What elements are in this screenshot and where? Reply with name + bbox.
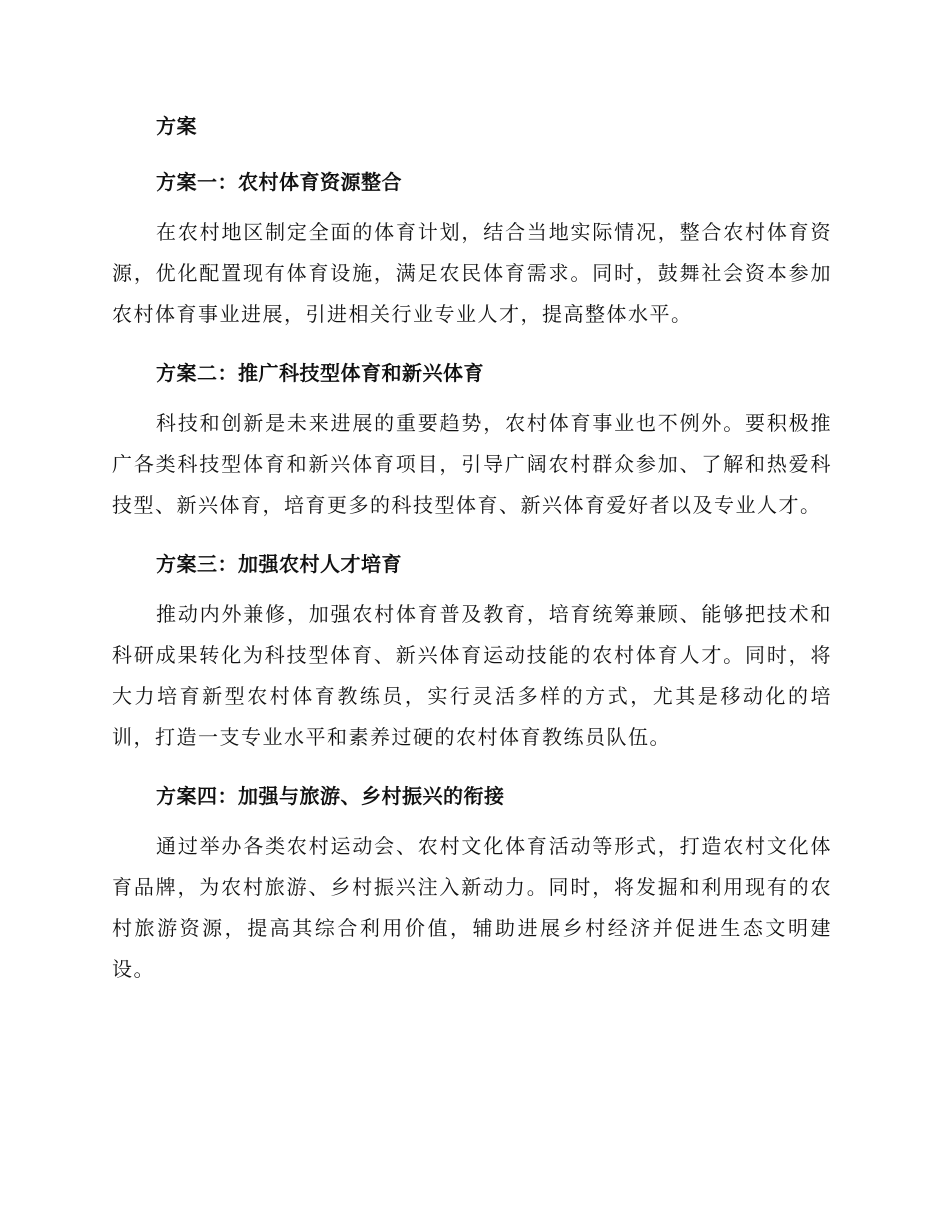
section-1 xyxy=(112,164,832,335)
section-4 xyxy=(112,778,832,990)
section-2 xyxy=(112,355,832,526)
section-title: 方案一：农村体育资源整合 xyxy=(156,170,402,194)
section-title: 方案三：加强农村人才培育 xyxy=(156,552,402,576)
section-title: 方案四：加强与旅游、乡村振兴的衔接 xyxy=(156,784,505,808)
page-title: 方案 xyxy=(156,114,197,138)
section-paragraph: 通过举办各类农村运动会、农村文化体育活动等形式，打造农村文化体育品牌，为农村旅游、乡村振兴注入新动力。同时，将发掘和利用现有的农村旅游资源，提高其综合利用价值，辅助进展乡村经济并促进生态文明建设。 xyxy=(112,834,832,981)
section-paragraph: 推动内外兼修，加强农村体育普及教育，培育统筹兼顾、能够把技术和科研成果转化为科技型体育、新兴体育运动技能的农村体育人才。同时，将大力培育新型农村体育教练员，实行灵活多样的方式，尤其是移动化的培训，打造一支专业水平和素养过硬的农村体育教练员队伍。 xyxy=(112,602,832,749)
section-title: 方案二：推广科技型体育和新兴体育 xyxy=(156,361,484,385)
section-paragraph: 科技和创新是未来进展的重要趋势，农村体育事业也不例外。要积极推广各类科技型体育和新兴体育项目，引导广阔农村群众参加、了解和热爱科技型、新兴体育，培育更多的科技型体育、新兴体育爱好者以及专业人才。 xyxy=(112,411,832,517)
document-page xyxy=(112,108,832,990)
section-3 xyxy=(112,546,832,758)
section-paragraph: 在农村地区制定全面的体育计划，结合当地实际情况，整合农村体育资源，优化配置现有体育设施，满足农民体育需求。同时，鼓舞社会资本参加农村体育事业进展，引进相关行业专业人才，提高整体水平。 xyxy=(112,220,832,326)
